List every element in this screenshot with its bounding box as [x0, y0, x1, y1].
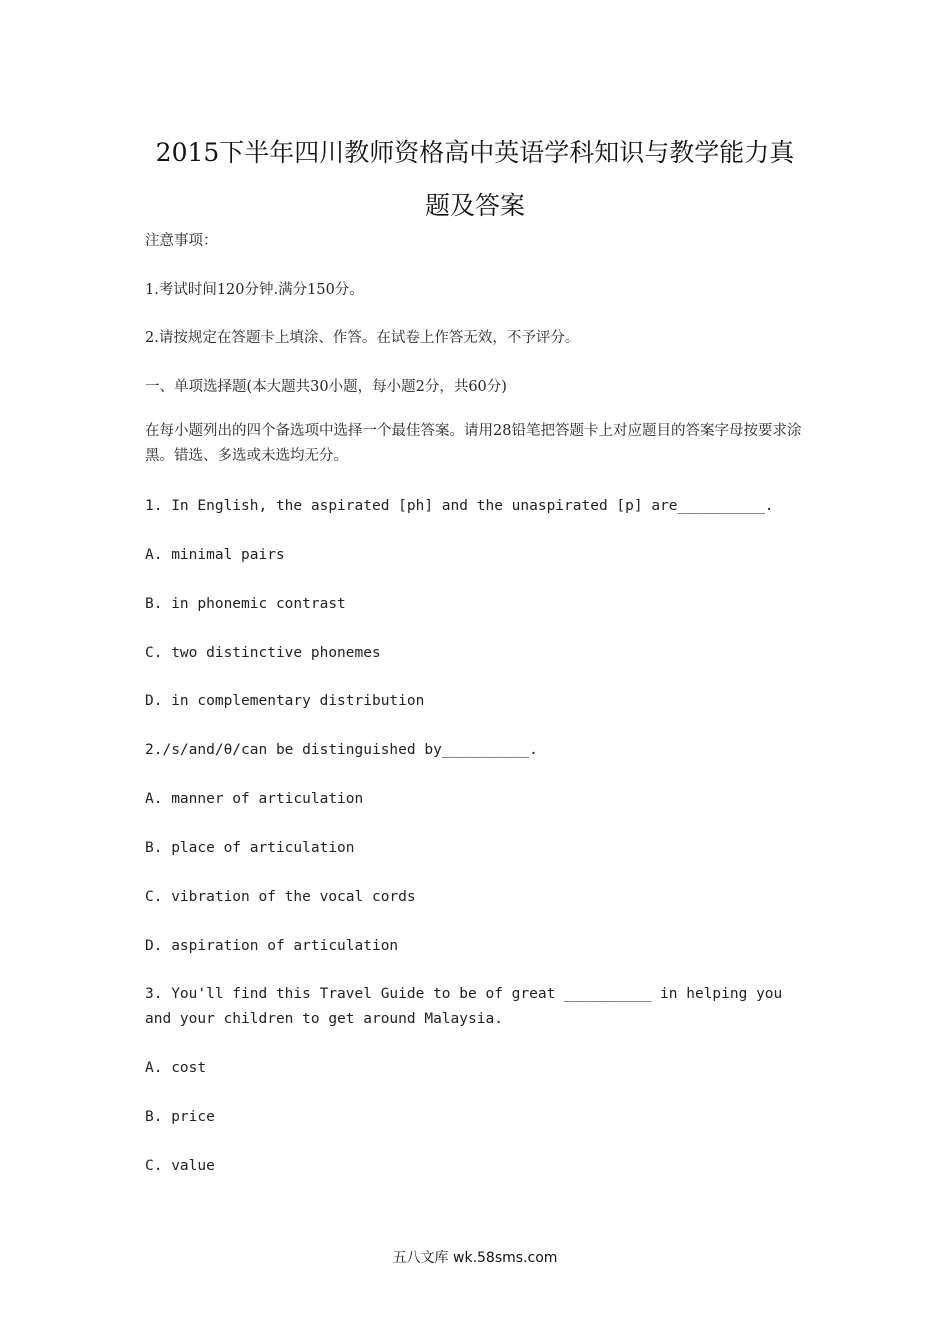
question-2-option-c: C. vibration of the vocal cords — [145, 889, 416, 905]
question-1-option-a: A. minimal pairs — [145, 547, 285, 563]
question-1-option-b: B. in phonemic contrast — [145, 596, 346, 612]
doc-title-line-2: 题及答案 — [424, 191, 525, 220]
notice-item-1: 1.考试时间120分钟.满分150分。 — [145, 282, 364, 298]
question-2-option-b: B. place of articulation — [145, 840, 355, 856]
question-3-stem: 3. You'll find this Travel Guide to be of great __________ in helping you and your children to get around Malaysia. — [145, 986, 783, 1027]
question-2-stem: 2./s/and/θ/can be distinguished by__________. — [145, 742, 538, 758]
question-2-option-a: A. manner of articulation — [145, 791, 364, 807]
question-2-option-d: D. aspiration of articulation — [145, 938, 399, 954]
notice-heading: 注意事项： — [145, 233, 218, 249]
question-1-option-c: C. two distinctive phonemes — [145, 645, 381, 661]
question-1-stem: 1. In English, the aspirated [ph] and the unaspirated [p] are__________. — [145, 498, 774, 514]
question-3-option-a: A. cost — [145, 1060, 207, 1076]
page-footer-watermark: 五八文库 wk.58sms.com — [392, 1250, 558, 1266]
question-3-option-c: C. value — [145, 1158, 215, 1174]
doc-title-line-1: 2015下半年四川教师资格高中英语学科知识与教学能力真 — [155, 138, 795, 167]
section-heading: 一、单项选择题(本大题共30小题，每小题2分，共60分) — [145, 379, 507, 395]
question-3-option-b: B. price — [145, 1109, 215, 1125]
question-1-option-d: D. in complementary distribution — [145, 693, 425, 709]
section-instructions: 在每小题列出的四个备选项中选择一个最佳答案。请用28铅笔把答题卡上对应题目的答案字母按要求涂黑。错选、多选或未选均无分。 — [145, 423, 802, 464]
notice-item-2: 2.请按规定在答题卡上填涂、作答。在试卷上作答无效，不予评分。 — [145, 330, 580, 346]
